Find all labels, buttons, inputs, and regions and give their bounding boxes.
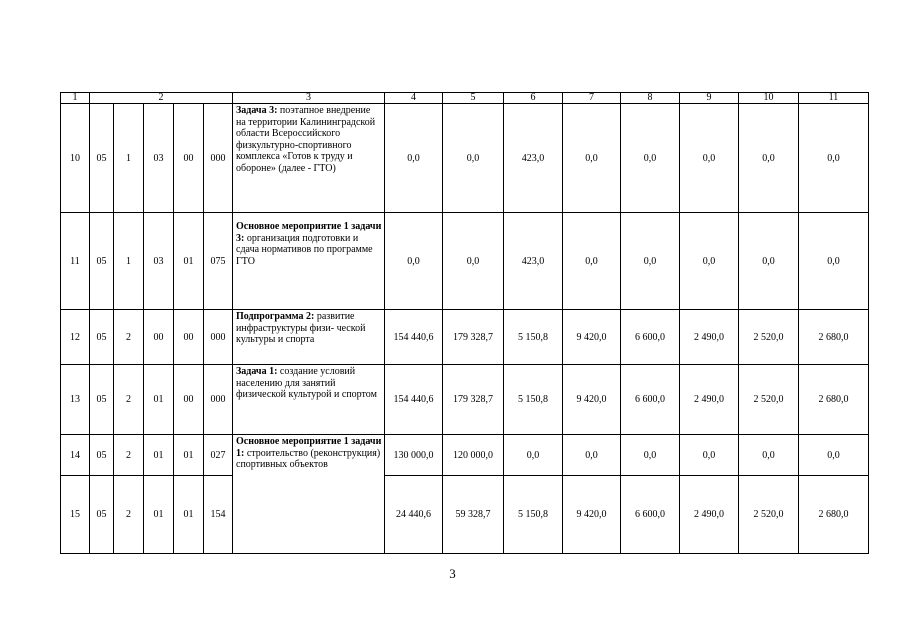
value-cell: 0,0 bbox=[680, 213, 739, 310]
value-cell: 2 490,0 bbox=[680, 310, 739, 365]
value-cell: 0,0 bbox=[799, 435, 869, 476]
code-cell: 1 bbox=[114, 104, 144, 213]
code-cell: 2 bbox=[114, 476, 144, 554]
header-cell: 3 bbox=[233, 93, 385, 104]
code-cell: 027 bbox=[204, 435, 233, 476]
code-cell: 154 bbox=[204, 476, 233, 554]
code-cell: 05 bbox=[90, 365, 114, 435]
description-text: организация подготовки и сдача нормативов по программе ГТО bbox=[236, 232, 373, 267]
code-cell: 000 bbox=[204, 365, 233, 435]
value-cell: 2 680,0 bbox=[799, 476, 869, 554]
code-cell: 14 bbox=[61, 435, 90, 476]
description-text: строительство (реконструкция) спортивных объектов bbox=[236, 447, 381, 470]
code-cell: 075 bbox=[204, 213, 233, 310]
value-cell: 0,0 bbox=[621, 435, 680, 476]
description-bold: Задача 1: bbox=[236, 366, 278, 377]
table-row bbox=[61, 476, 869, 554]
description-cell bbox=[233, 310, 385, 365]
code-cell: 00 bbox=[174, 365, 204, 435]
value-cell: 0,0 bbox=[739, 104, 799, 213]
value-cell: 0,0 bbox=[621, 104, 680, 213]
table-row bbox=[61, 435, 869, 476]
code-cell: 05 bbox=[90, 310, 114, 365]
code-cell: 03 bbox=[144, 213, 174, 310]
code-cell: 05 bbox=[90, 435, 114, 476]
code-cell: 01 bbox=[144, 365, 174, 435]
value-cell: 179 328,7 bbox=[443, 365, 504, 435]
code-cell: 05 bbox=[90, 213, 114, 310]
header-cell: 1 bbox=[61, 93, 90, 104]
value-cell: 5 150,8 bbox=[504, 310, 563, 365]
table-row bbox=[61, 213, 869, 310]
code-cell: 00 bbox=[174, 310, 204, 365]
code-cell: 12 bbox=[61, 310, 90, 365]
description-cell bbox=[233, 104, 385, 213]
code-cell: 10 bbox=[61, 104, 90, 213]
code-cell: 05 bbox=[90, 476, 114, 554]
table-row bbox=[61, 104, 869, 213]
page-number: 3 bbox=[449, 566, 456, 581]
description-text: поэтапное внедрение на территории Калининградской области Всероссийского физкультурно-спортивного комплекса «Готов к труду и обороне» (далее - ГТО) bbox=[236, 105, 376, 174]
code-cell: 01 bbox=[174, 476, 204, 554]
code-cell: 15 bbox=[61, 476, 90, 554]
code-cell: 13 bbox=[61, 365, 90, 435]
code-cell: 01 bbox=[174, 213, 204, 310]
code-cell: 2 bbox=[114, 310, 144, 365]
description-text: создание условий населению для занятий физической культурой и спортом bbox=[236, 366, 377, 400]
header-cell: 10 bbox=[739, 93, 799, 104]
value-cell: 0,0 bbox=[504, 435, 563, 476]
code-cell: 01 bbox=[144, 476, 174, 554]
code-cell: 000 bbox=[204, 104, 233, 213]
value-cell: 0,0 bbox=[680, 435, 739, 476]
header-cell: 8 bbox=[621, 93, 680, 104]
value-cell: 2 680,0 bbox=[799, 310, 869, 365]
description-text: развитие инфраструктуры физи- ческой культуры и спорта bbox=[236, 311, 366, 345]
description-cell bbox=[233, 365, 385, 435]
code-cell: 11 bbox=[61, 213, 90, 310]
table-row bbox=[61, 310, 869, 365]
header-cell: 11 bbox=[799, 93, 869, 104]
code-cell: 05 bbox=[90, 104, 114, 213]
header-row bbox=[61, 93, 869, 104]
value-cell: 0,0 bbox=[563, 435, 621, 476]
code-cell: 03 bbox=[144, 104, 174, 213]
value-cell: 0,0 bbox=[563, 104, 621, 213]
header-cell: 9 bbox=[680, 93, 739, 104]
code-cell: 01 bbox=[144, 435, 174, 476]
code-cell: 2 bbox=[114, 435, 144, 476]
value-cell: 154 440,6 bbox=[385, 365, 443, 435]
value-cell: 9 420,0 bbox=[563, 476, 621, 554]
value-cell: 0,0 bbox=[739, 213, 799, 310]
value-cell: 24 440,6 bbox=[385, 476, 443, 554]
description-bold: Основное мероприятие 1 задачи 1: bbox=[236, 436, 382, 459]
value-cell: 6 600,0 bbox=[621, 476, 680, 554]
value-cell: 130 000,0 bbox=[385, 435, 443, 476]
code-cell: 00 bbox=[174, 104, 204, 213]
description-bold: Подпрограмма 2: bbox=[236, 311, 315, 322]
value-cell: 0,0 bbox=[443, 213, 504, 310]
description-cell bbox=[233, 213, 385, 310]
table-row bbox=[61, 365, 869, 435]
value-cell: 0,0 bbox=[385, 213, 443, 310]
value-cell: 0,0 bbox=[385, 104, 443, 213]
value-cell: 0,0 bbox=[563, 213, 621, 310]
value-cell: 423,0 bbox=[504, 213, 563, 310]
header-cell: 5 bbox=[443, 93, 504, 104]
header-cell: 7 bbox=[563, 93, 621, 104]
code-cell: 000 bbox=[204, 310, 233, 365]
description-cell bbox=[233, 435, 385, 554]
value-cell: 5 150,8 bbox=[504, 365, 563, 435]
value-cell: 154 440,6 bbox=[385, 310, 443, 365]
code-cell: 2 bbox=[114, 365, 144, 435]
value-cell: 2 490,0 bbox=[680, 476, 739, 554]
value-cell: 0,0 bbox=[739, 435, 799, 476]
code-cell: 1 bbox=[114, 213, 144, 310]
header-cell: 4 bbox=[385, 93, 443, 104]
value-cell: 6 600,0 bbox=[621, 365, 680, 435]
value-cell: 0,0 bbox=[680, 104, 739, 213]
value-cell: 2 520,0 bbox=[739, 476, 799, 554]
value-cell: 9 420,0 bbox=[563, 310, 621, 365]
value-cell: 2 680,0 bbox=[799, 365, 869, 435]
value-cell: 120 000,0 bbox=[443, 435, 504, 476]
code-cell: 01 bbox=[174, 435, 204, 476]
value-cell: 423,0 bbox=[504, 104, 563, 213]
value-cell: 0,0 bbox=[799, 213, 869, 310]
budget-table bbox=[60, 92, 869, 554]
value-cell: 5 150,8 bbox=[504, 476, 563, 554]
header-cell: 2 bbox=[90, 93, 233, 104]
description-bold: Задача 3: bbox=[236, 105, 278, 116]
code-cell: 00 bbox=[144, 310, 174, 365]
value-cell: 0,0 bbox=[621, 213, 680, 310]
value-cell: 59 328,7 bbox=[443, 476, 504, 554]
value-cell: 9 420,0 bbox=[563, 365, 621, 435]
value-cell: 0,0 bbox=[443, 104, 504, 213]
value-cell: 179 328,7 bbox=[443, 310, 504, 365]
value-cell: 2 520,0 bbox=[739, 310, 799, 365]
value-cell: 2 490,0 bbox=[680, 365, 739, 435]
value-cell: 0,0 bbox=[799, 104, 869, 213]
description-bold: Основное мероприятие 1 задачи 3: bbox=[236, 221, 382, 244]
value-cell: 2 520,0 bbox=[739, 365, 799, 435]
value-cell: 6 600,0 bbox=[621, 310, 680, 365]
header-cell: 6 bbox=[504, 93, 563, 104]
